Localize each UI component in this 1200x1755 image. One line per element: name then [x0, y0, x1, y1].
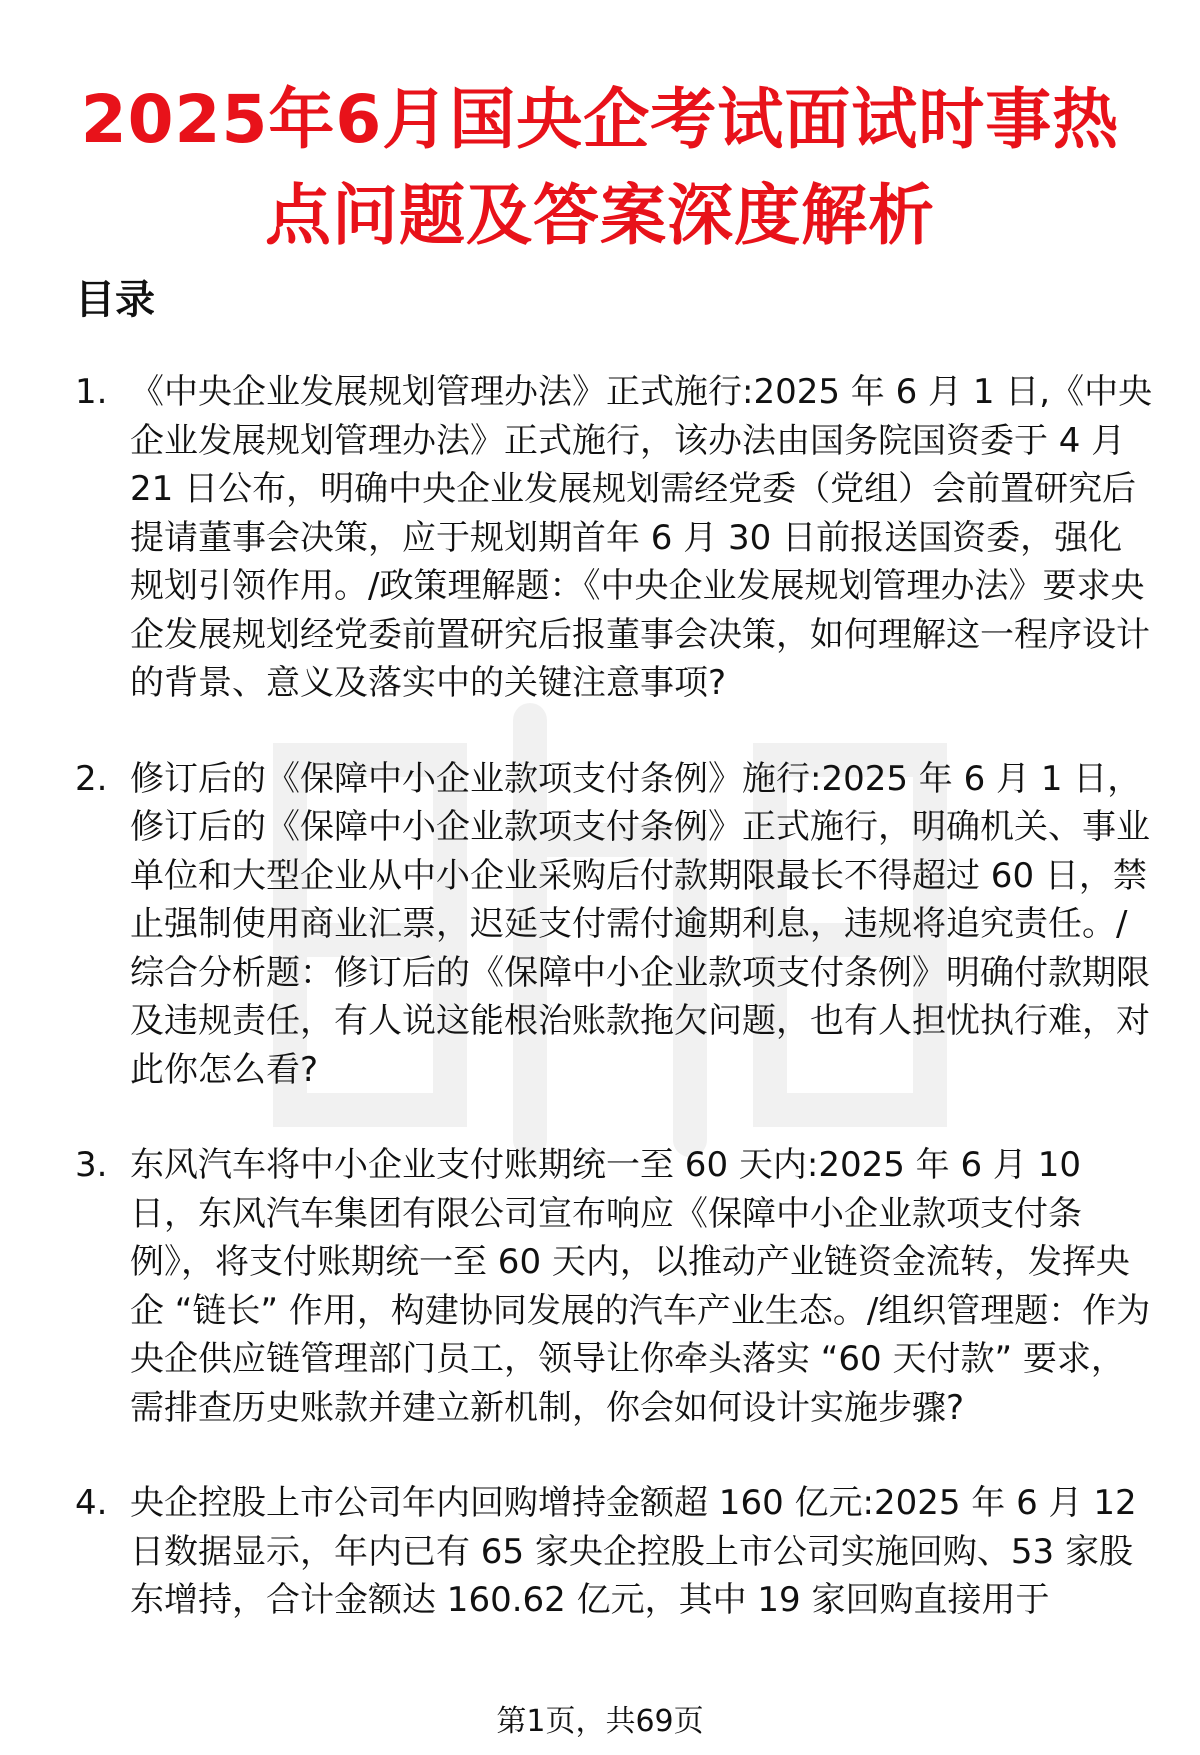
toc-item-number: 1.: [75, 372, 108, 412]
toc-item: [75, 755, 1155, 1095]
toc-item-text: 东风汽车将中小企业支付账期统一至 60 天内:2025 年 6 月 10 日，东风汽车集团有限公司宣布响应《保障中小企业款项支付条例》，将支付账期统一至 60 天内，以推动产业链资金流转，发挥央企 “链长” 作用，构建协同发展的汽车产业生态。/组织管理题：作为央企供应链管理部门员工，领导让你牵头落实 “60 天付款” 要求，需排查历史账款并建立新机制，你会如何设计实施步骤?: [130, 1145, 1151, 1428]
toc-heading: 目录: [75, 277, 155, 323]
toc-list: [75, 368, 1155, 1672]
toc-item: [75, 1479, 1155, 1625]
toc-item-text: 修订后的《保障中小企业款项支付条例》施行:2025 年 6 月 1 日，修订后的《保障中小企业款项支付条例》正式施行，明确机关、事业单位和大型企业从中小企业采购后付款期限最长不得超过 60 日，禁止强制使用商业汇票，迟延支付需付逾期利息，违规将追究责任。/综合分析题：修订后的《保障中小企业款项支付条例》明确付款期限及违规责任，有人说这能根治账款拖欠问题，也有人担忧执行难，对此你怎么看?: [130, 758, 1150, 1090]
toc-item-number: 3.: [75, 1145, 108, 1185]
toc-item-text: 《中央企业发展规划管理办法》正式施行:2025 年 6 月 1 日,《中央企业发展规划管理办法》正式施行，该办法由国务院国资委于 4 月 21 日公布，明确中央企业发展规划需经党委（党组）会前置研究后提请董事会决策，应于规划期首年 6 月 30 日前报送国资委，强化规划引领作用。/政策理解题：《中央企业发展规划管理办法》要求央企发展规划经党委前置研究后报董事会决策，如何理解这一程序设计的背景、意义及落实中的关键注意事项?: [130, 372, 1153, 703]
toc-item-text: 央企控股上市公司年内回购增持金额超 160 亿元:2025 年 6 月 12 日数据显示，年内已有 65 家央企控股上市公司实施回购、53 家股东增持，合计金额达 160.62 亿元，其中 19 家回购直接用于: [130, 1483, 1137, 1620]
toc-item: [75, 368, 1155, 708]
document-title: 2025年6月国央企考试面试时事热点问题及答案深度解析: [80, 81, 1120, 254]
toc-item-number: 4.: [75, 1483, 108, 1523]
toc-item-number: 2.: [75, 758, 108, 799]
page-footer: 第1页，共69页: [496, 1704, 704, 1739]
toc-item: [75, 1141, 1155, 1432]
